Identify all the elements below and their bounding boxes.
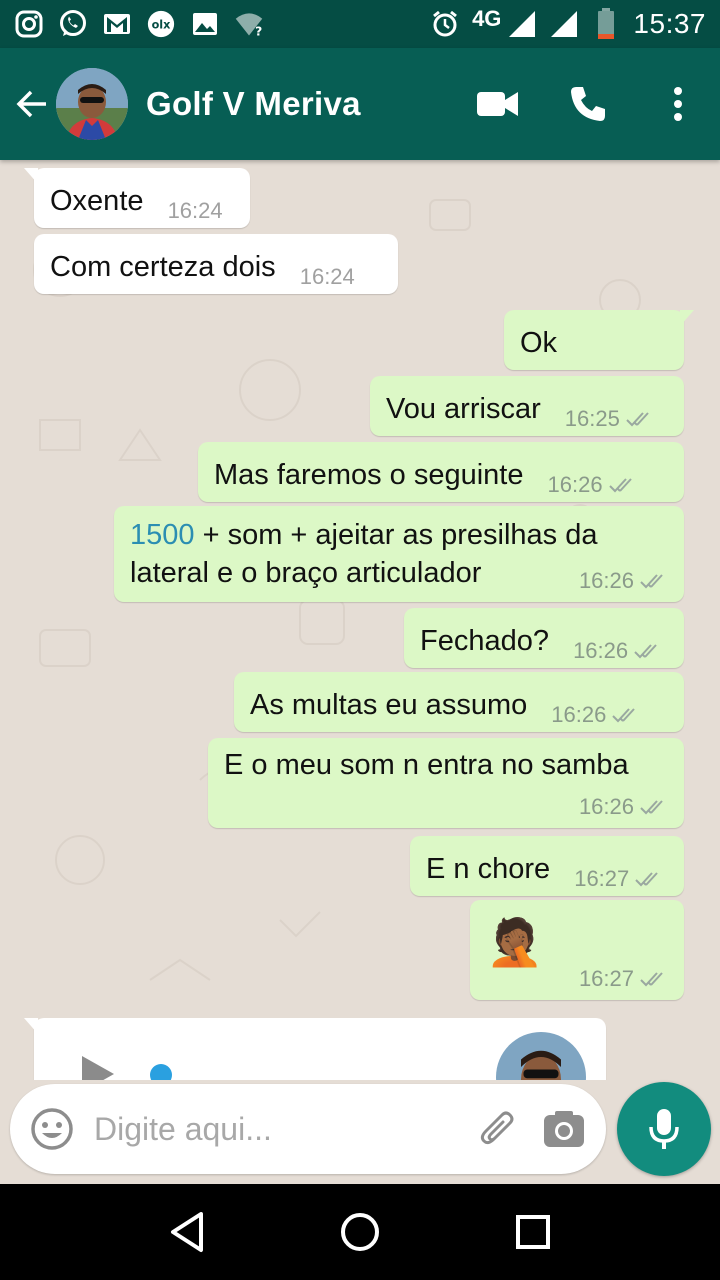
- message-input[interactable]: [10, 1084, 606, 1174]
- contact-name[interactable]: Golf V Meriva: [146, 85, 361, 122]
- signal-2-icon: [549, 9, 579, 39]
- whatsapp-icon: [58, 9, 88, 39]
- voice-record-button[interactable]: [617, 1082, 711, 1176]
- audio-progress-dot[interactable]: [150, 1064, 172, 1080]
- svg-text:?: ?: [255, 24, 263, 39]
- message-text: Fechado?: [420, 625, 549, 657]
- sender-avatar: [496, 1032, 586, 1080]
- emoji-icon[interactable]: [28, 1105, 76, 1153]
- chat-header: [0, 48, 720, 160]
- message-bubble-outgoing[interactable]: [234, 672, 684, 732]
- microphone-icon: [647, 1107, 681, 1151]
- message-input-placeholder[interactable]: Digite aqui...: [94, 1110, 272, 1147]
- nav-recents-icon[interactable]: [503, 1202, 563, 1262]
- message-time: 16:26: [578, 794, 634, 819]
- message-bubble-outgoing[interactable]: [198, 442, 684, 502]
- message-composer: [0, 1080, 720, 1184]
- message-time: 16:26: [573, 638, 629, 663]
- message-text: Mas faremos o seguinte: [214, 459, 524, 491]
- double-check-icon: [626, 411, 656, 427]
- message-bubble-outgoing[interactable]: [208, 738, 684, 828]
- message-bubble-outgoing[interactable]: [504, 310, 684, 370]
- message-time: 16:27: [578, 966, 634, 991]
- attach-icon[interactable]: [474, 1105, 522, 1153]
- double-check-icon: [640, 799, 670, 815]
- message-time: 16:26: [551, 702, 607, 727]
- message-text: + som + ajeitar as presilhas da lateral e o braço articulador: [130, 519, 598, 589]
- instagram-icon: [14, 9, 44, 39]
- message-bubble-outgoing[interactable]: [470, 900, 684, 1000]
- voice-call-icon[interactable]: [564, 80, 612, 128]
- back-arrow-icon[interactable]: [14, 86, 50, 122]
- wifi-unknown-icon: [234, 9, 264, 39]
- message-text: Ok: [520, 327, 558, 359]
- signal-icon: [507, 9, 537, 39]
- voice-message-bubble[interactable]: [34, 1018, 606, 1080]
- message-bubble-outgoing[interactable]: [370, 376, 684, 436]
- message-bubble-outgoing[interactable]: [410, 836, 684, 896]
- play-icon[interactable]: [78, 1054, 118, 1080]
- video-call-icon[interactable]: [474, 80, 522, 128]
- nav-home-icon[interactable]: [330, 1202, 390, 1262]
- status-bar: [0, 0, 720, 48]
- message-text: Vou arriscar: [386, 393, 541, 425]
- gallery-icon: [190, 9, 220, 39]
- message-bubble-incoming[interactable]: [34, 168, 250, 228]
- message-text: E n chore: [426, 853, 551, 885]
- svg-text:olx: olx: [151, 18, 171, 32]
- more-options-icon[interactable]: [654, 80, 702, 128]
- avatar[interactable]: [56, 68, 128, 140]
- emoji-facepalm: 🤦🏾: [486, 916, 544, 968]
- alarm-icon: [430, 9, 460, 39]
- double-check-icon: [612, 707, 642, 723]
- message-text: Oxente: [50, 185, 144, 217]
- double-check-icon: [635, 871, 665, 887]
- double-check-icon: [609, 477, 639, 493]
- clock: 15:37: [633, 8, 706, 39]
- phone-number-link[interactable]: 1500: [130, 519, 195, 551]
- system-navigation-bar: [0, 1184, 720, 1280]
- network-type: 4G: [472, 6, 502, 31]
- message-text: As multas eu assumo: [250, 689, 528, 721]
- gmail-icon: [102, 9, 132, 39]
- message-time: 16:26: [578, 568, 634, 593]
- message-bubble-outgoing[interactable]: [114, 506, 684, 602]
- message-bubble-incoming[interactable]: [34, 234, 398, 294]
- message-text: Com certeza dois: [50, 251, 276, 283]
- message-time: 16:26: [547, 472, 603, 497]
- camera-icon[interactable]: [540, 1105, 588, 1153]
- battery-icon: [591, 9, 621, 39]
- double-check-icon: [640, 971, 670, 987]
- message-text: E o meu som n entra no samba: [224, 749, 629, 781]
- message-list[interactable]: [0, 160, 720, 1080]
- message-time: 16:27: [574, 866, 630, 891]
- olx-icon: [146, 9, 176, 39]
- double-check-icon: [634, 643, 664, 659]
- message-bubble-outgoing[interactable]: [404, 608, 684, 668]
- double-check-icon: [640, 573, 670, 589]
- nav-back-icon[interactable]: [157, 1202, 217, 1262]
- message-time: 16:24: [299, 264, 355, 289]
- message-time: 16:25: [564, 406, 620, 431]
- message-time: 16:24: [167, 198, 223, 223]
